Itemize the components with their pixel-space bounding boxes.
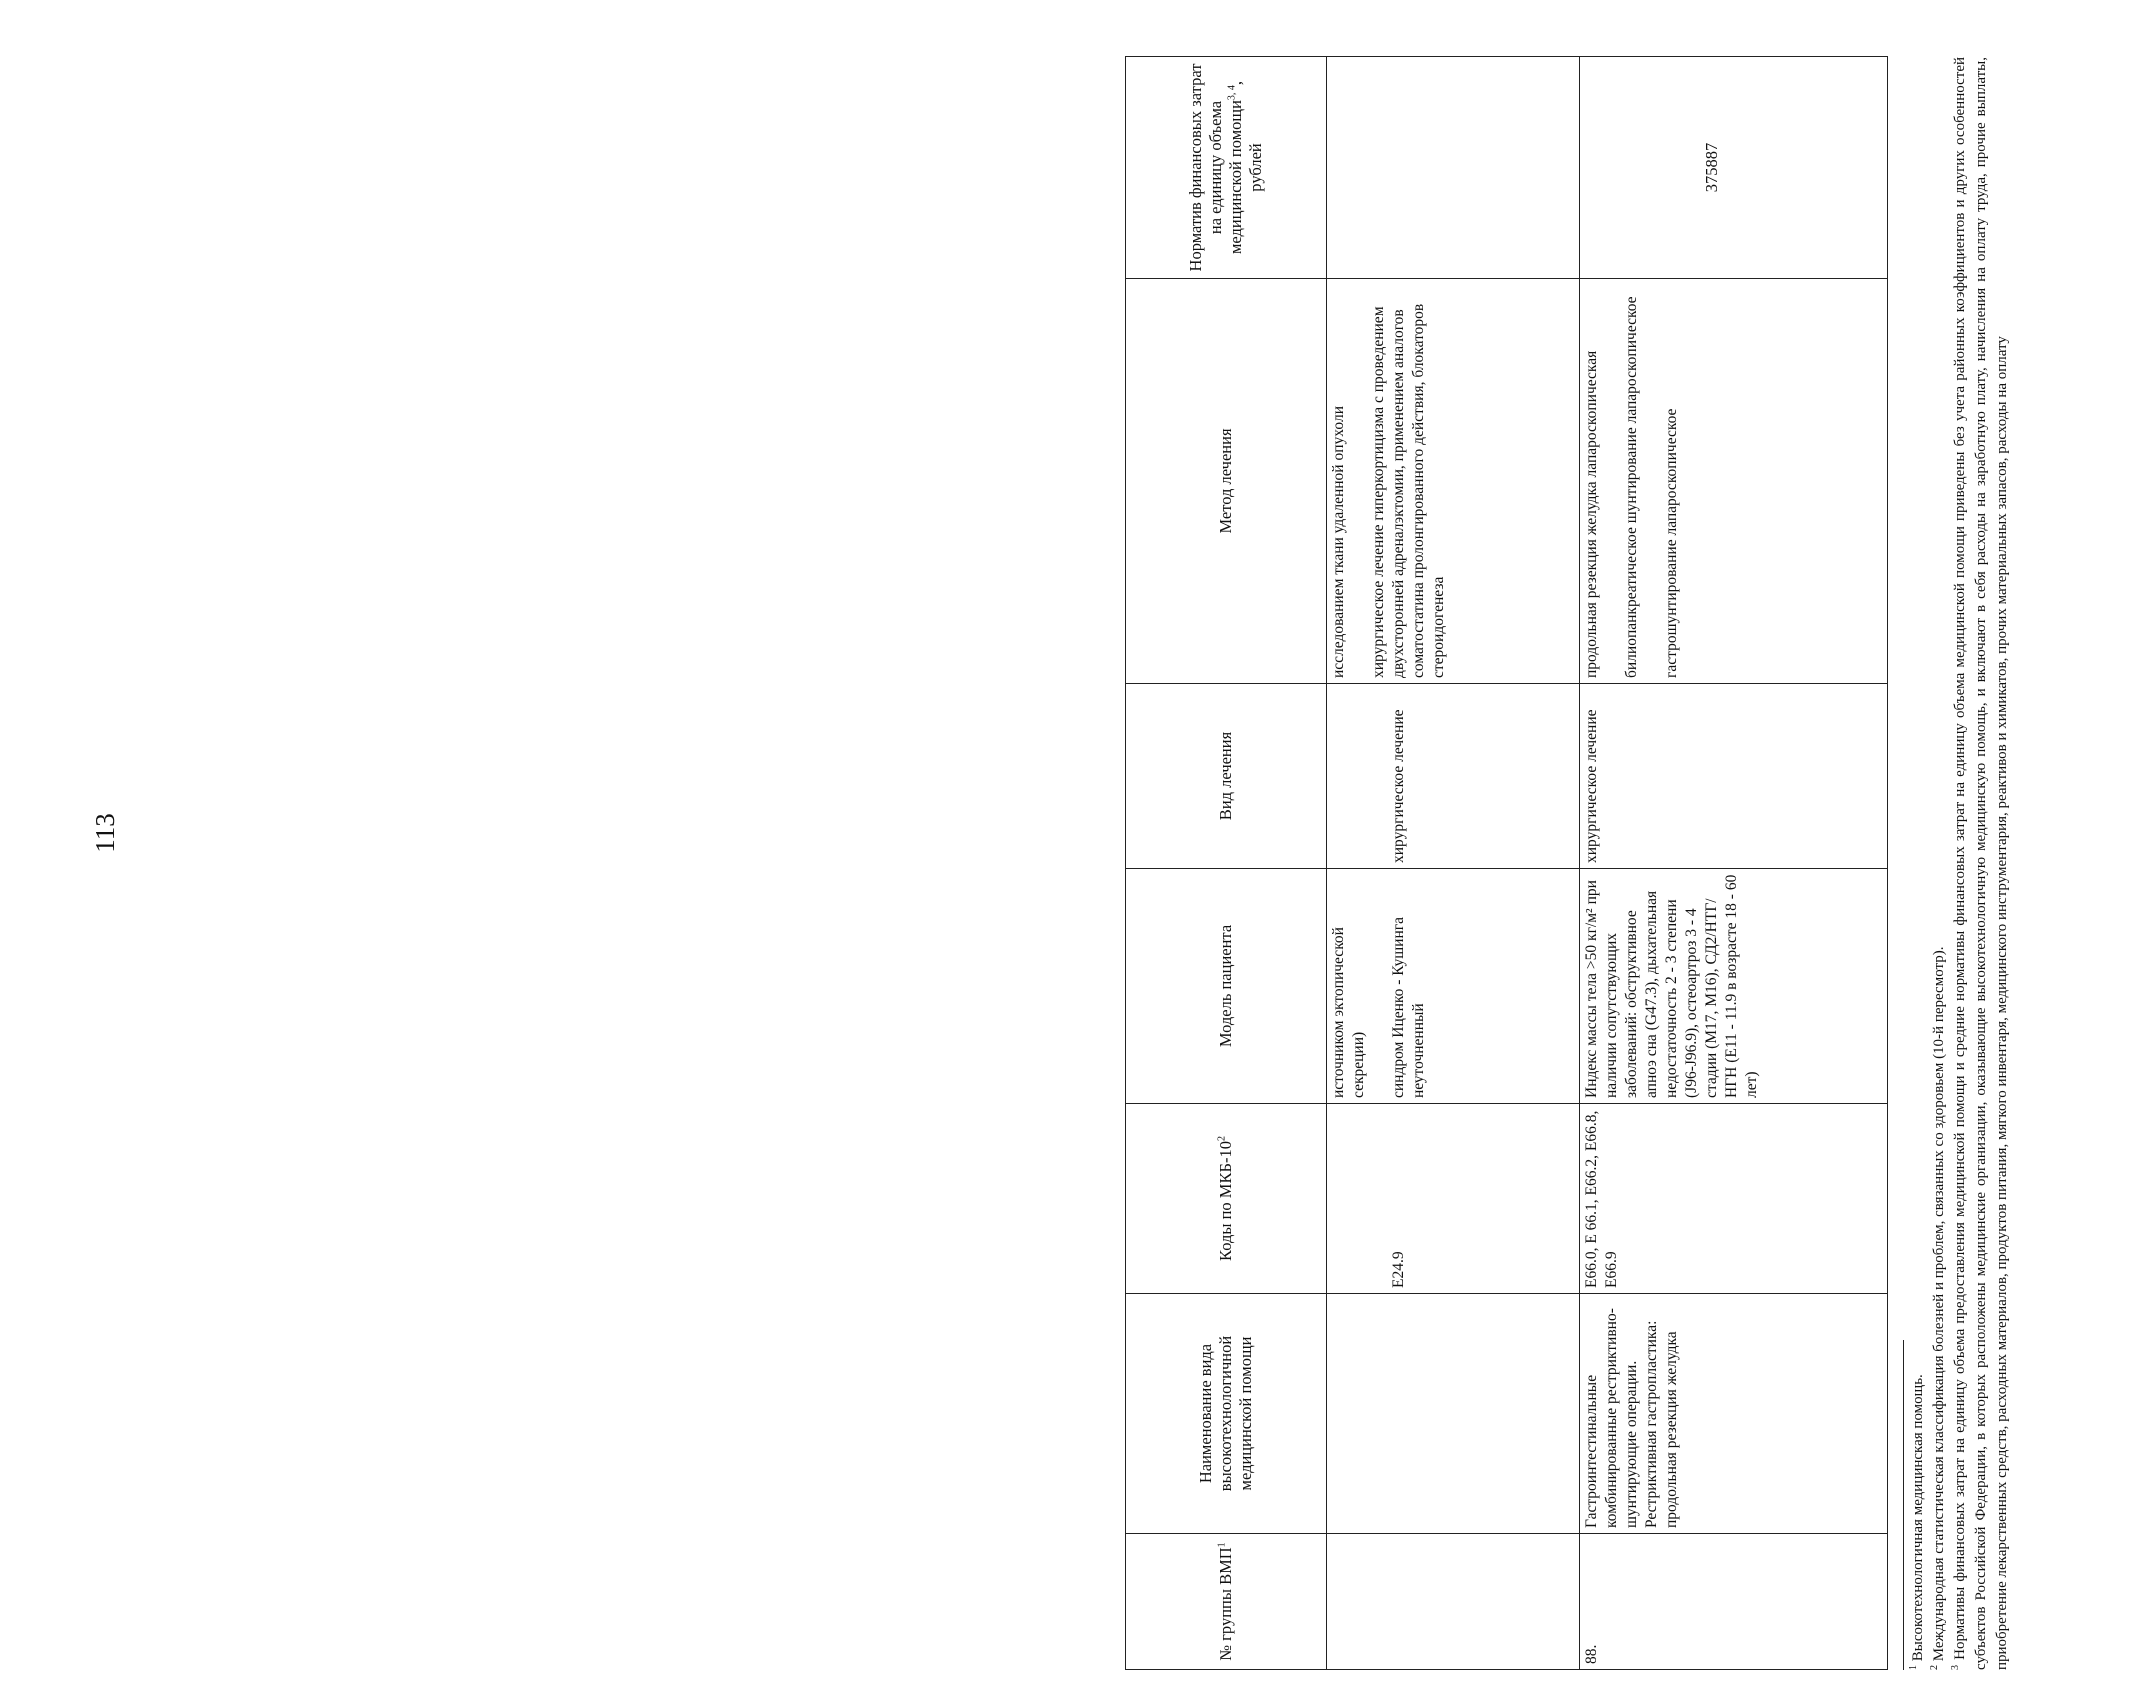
table-row <box>1327 57 1580 1670</box>
page-number: 113 <box>90 813 120 853</box>
footnotes <box>1903 57 2013 1670</box>
cell-name <box>1327 1294 1580 1534</box>
header-treatment-type: Вид лечения <box>1126 684 1327 869</box>
cell-codes: E24.9 <box>1327 1104 1580 1294</box>
cell-group-no: 88. <box>1580 1534 1888 1670</box>
cell-patient-model: источником эктопической секреции) синдром Иценко - Кушинга неуточненный <box>1327 869 1580 1104</box>
footnote-divider <box>1903 1340 1904 1670</box>
cell-patient-model: Индекс массы тела >50 кг/м² при наличии сопутствующих заболеваний: обструктивное апноэ сна (G47.3), дыхательная недостаточность 2 - 3 степени (J96-J96.9), остеоартроз 3 - 4 стадии (M17, M16), СД2/НТГ/НГН (E11 - 11.9 в возрасте 18 - 60 лет) <box>1580 869 1888 1104</box>
rotated-page-content <box>1125 57 2135 1670</box>
vmp-table <box>1125 56 1888 1670</box>
header-patient-model: Модель пациента <box>1126 869 1327 1104</box>
table-header-row <box>1126 57 1327 1670</box>
header-name: Наименование вида высокотехнологичной медицинской помощи <box>1126 1294 1327 1534</box>
cell-treatment-type: хирургическое лечение <box>1580 684 1888 869</box>
cell-cost: 375887 <box>1580 57 1888 279</box>
cell-name: Гастроинтестинальные комбинированные рестриктивно-шунтирующие операции. Рестриктивная гастропластика: продольная резекция желудка <box>1580 1294 1888 1534</box>
header-codes: Коды по МКБ-$10^2$ <box>1126 1104 1327 1294</box>
cell-treatment-method: продольная резекция желудка лапароскопическая билиопанкреатическое шунтирование лапароскопическое гастрошунтирование лапароскопическое <box>1580 279 1888 684</box>
cell-treatment-method: исследованием ткани удаленной опухоли хирургическое лечение гиперкортицизма с проведением двухсторонней адреналэктомии, применением аналогов соматостатина пролонгированного действия, блокаторов стероидогенеза <box>1327 279 1580 684</box>
header-treatment-method: Метод лечения <box>1126 279 1327 684</box>
table-row <box>1580 57 1888 1670</box>
footnote-2: $^2$ Международная статистическая классификация болезней и проблем, связанных со здоровьем (10-й пересмотр). <box>1929 946 1947 1670</box>
header-cost-norm: Норматив финансовых затрат на единицу объема медицинской помощи$^{3, 4}$, рублей <box>1126 57 1327 279</box>
cell-treatment-type: хирургическое лечение <box>1327 684 1580 869</box>
footnote-3: $^3$ Нормативы финансовых затрат на единицу объема предоставления медицинской помощи и средние нормативы финансовых затрат на единицу объема медицинской помощи приведены без учета районных коэффициентов и других особенностей субъектов Российской Федерации, в которых расположены медицинские организации, оказывающие высокотехнологичную медицинскую помощь, и включают в себя расходы на заработную плату, начисления на оплату труда, прочие выплаты, приобретение лекарственных средств, расходных материалов, продуктов питания, мягкого инвентаря, медицинского инструментария, реактивов и химикатов, прочих материальных запасов, расходы на оплату <box>1950 56 2010 1670</box>
cell-codes: E66.0, E 66.1, E66.2, E66.8, E66.9 <box>1580 1104 1888 1294</box>
header-group-no: № группы ВМП$^1$ <box>1126 1534 1327 1670</box>
cell-group-no <box>1327 1534 1580 1670</box>
cell-cost <box>1327 57 1580 279</box>
footnote-1: $^1$ Высокотехнологичная медицинская помощь. <box>1908 1374 1926 1670</box>
